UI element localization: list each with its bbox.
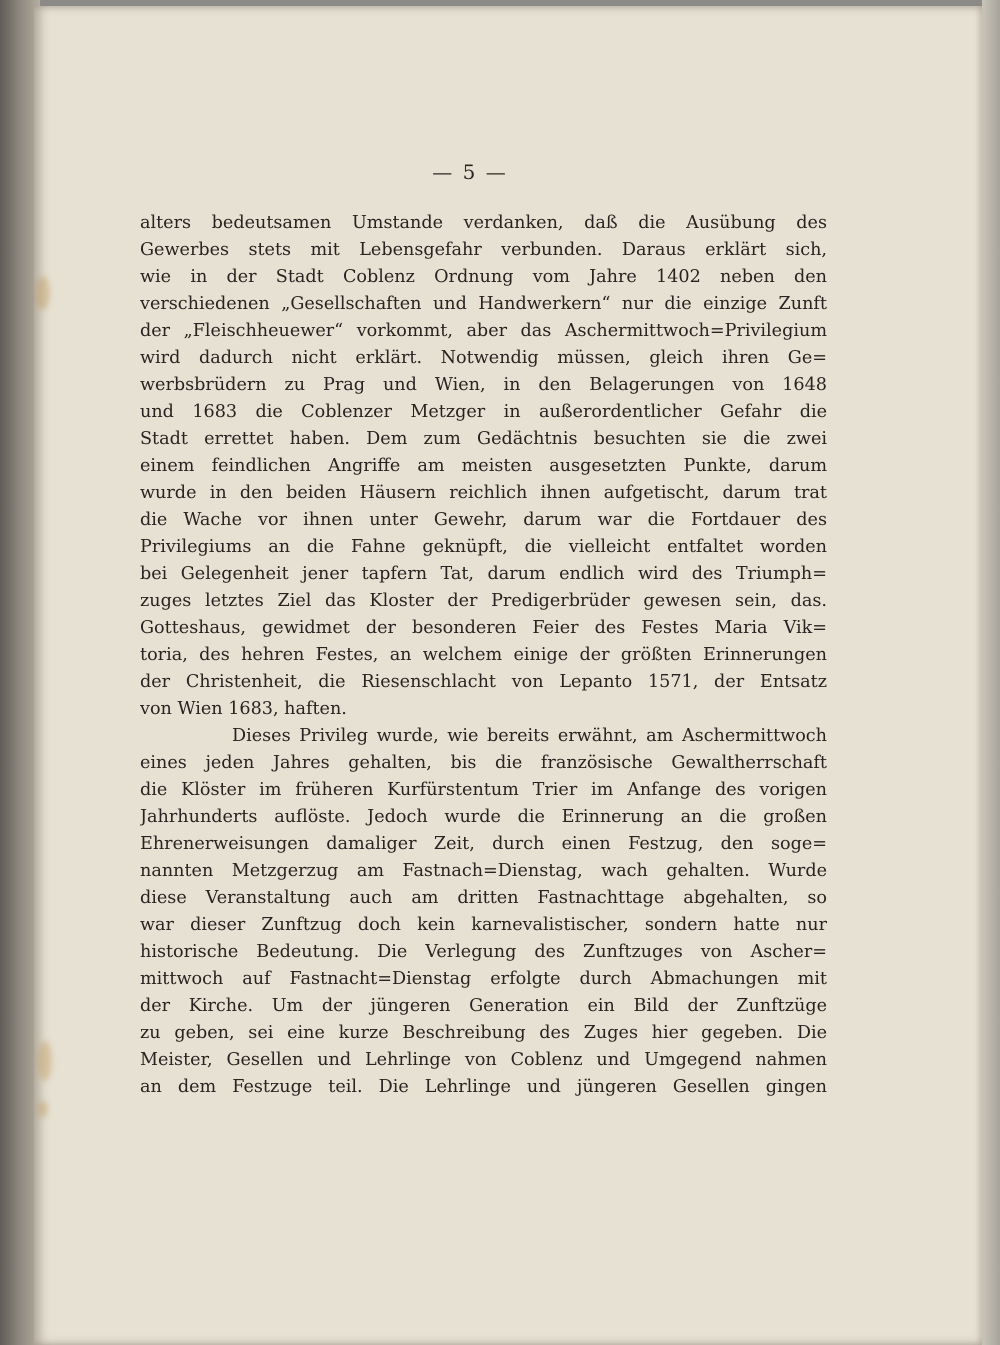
text-line: wird dadurch nicht erklärt. Notwendig müssen, gleich ihren Ge= <box>140 348 827 368</box>
text-line: mittwoch auf Fastnacht=Dienstag erfolgte durch Abmachungen mit <box>140 969 827 989</box>
paragraph-1 <box>140 210 827 723</box>
text-line: Jahrhunderts auflöste. Jedoch wurde die Erinnerung an die großen <box>140 807 827 827</box>
text-line: toria, des hehren Festes, an welchem einige der größten Erinnerungen <box>140 645 827 665</box>
text-line: verschiedenen „Gesellschaften und Handwerkern“ nur die einzige Zunft <box>140 294 827 314</box>
text-line: diese Veranstaltung auch am dritten Fastnachttage abgehalten, so <box>140 888 827 908</box>
text-line: einem feindlichen Angriffe am meisten ausgesetzten Punkte, darum <box>140 456 827 476</box>
text-line: eines jeden Jahres gehalten, bis die französische Gewaltherrschaft <box>140 753 827 773</box>
text-line: Gewerbes stets mit Lebensgefahr verbunden. Daraus erklärt sich, <box>140 240 827 260</box>
page-number: — 5 — <box>432 160 508 184</box>
text-line: der Kirche. Um der jüngeren Generation ein Bild der Zunftzüge <box>140 996 827 1016</box>
text-line: Dieses Privileg wurde, wie bereits erwähnt, am Aschermittwoch <box>232 726 827 746</box>
foxing-stain <box>38 1041 52 1081</box>
text-line: Gotteshaus, gewidmet der besonderen Feier des Festes Maria Vik= <box>140 618 827 638</box>
text-line: alters bedeutsamen Umstande verdanken, daß die Ausübung des <box>140 213 827 233</box>
text-line: historische Bedeutung. Die Verlegung des Zunftzuges von Ascher= <box>140 942 827 962</box>
text-line: Meister, Gesellen und Lehrlinge von Coblenz und Umgegend nahmen <box>140 1050 827 1070</box>
text-line: zuges letztes Ziel das Kloster der Predigerbrüder gewesen sein, das. <box>140 591 827 611</box>
text-line: zu geben, sei eine kurze Beschreibung des Zuges hier gegeben. Die <box>140 1023 827 1043</box>
text-line: bei Gelegenheit jener tapfern Tat, darum endlich wird des Triumph= <box>140 564 827 584</box>
text-line: die Klöster im früheren Kurfürstentum Trier im Anfange des vorigen <box>140 780 827 800</box>
page-edge <box>982 0 1000 1345</box>
text-line: und 1683 die Coblenzer Metzger in außerordentlicher Gefahr die <box>140 402 827 422</box>
text-line: Privilegiums an die Fahne geknüpft, die vielleicht entfaltet worden <box>140 537 827 557</box>
text-line: der Christenheit, die Riesenschlacht von Lepanto 1571, der Entsatz <box>140 672 827 692</box>
paragraph-2 <box>140 723 827 1101</box>
body-text <box>140 210 827 1101</box>
text-line: an dem Festzuge teil. Die Lehrlinge und jüngeren Gesellen gingen <box>140 1077 827 1097</box>
text-line: Ehrenerweisungen damaliger Zeit, durch einen Festzug, den soge= <box>140 834 827 854</box>
text-line: wie in der Stadt Coblenz Ordnung vom Jahre 1402 neben den <box>140 267 827 287</box>
text-line: die Wache vor ihnen unter Gewehr, darum war die Fortdauer des <box>140 510 827 530</box>
foxing-stain <box>38 1101 48 1117</box>
text-line: nannten Metzgerzug am Fastnach=Dienstag, wach gehalten. Wurde <box>140 861 827 881</box>
text-line: der „Fleischheuewer“ vorkommt, aber das Aschermittwoch=Privilegium <box>140 321 827 341</box>
text-line: wurde in den beiden Häusern reichlich ihnen aufgetischt, darum trat <box>140 483 827 503</box>
text-line: von Wien 1683, haften. <box>140 699 347 719</box>
text-line: Stadt errettet haben. Dem zum Gedächtnis besuchten sie die zwei <box>140 429 827 449</box>
foxing-stain <box>36 276 50 310</box>
text-line: werbsbrüdern zu Prag und Wien, in den Belagerungen von 1648 <box>140 375 827 395</box>
text-line: war dieser Zunftzug doch kein karnevalistischer, sondern hatte nur <box>140 915 827 935</box>
